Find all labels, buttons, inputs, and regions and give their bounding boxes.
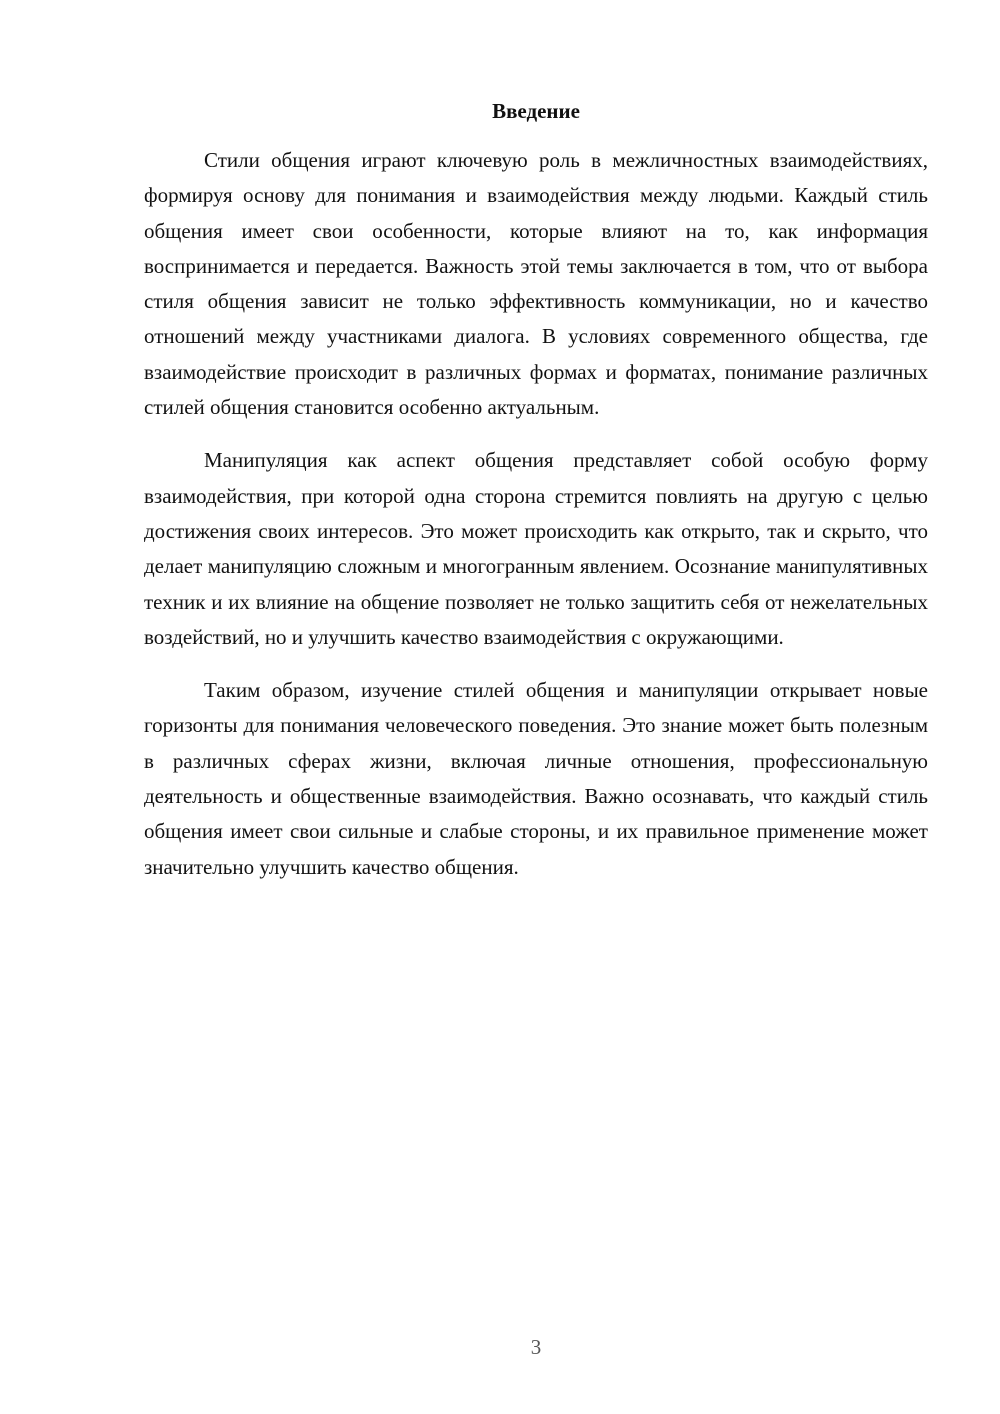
page-title: Введение (492, 99, 580, 123)
page-number: 3 (530, 1335, 542, 1359)
paragraph-intro: Стили общения играют ключевую роль в межличностных взаимодействиях, формируя основу для понимания и взаимодействия между людьми. Каждый стиль общения имеет свои особенности, которые влияют на то, как информация воспринимается и передается. Важность этой темы заключается в том, что от выбора стиля общения зависит не только эффективность коммуникации, но и качество отношений между участниками диалога. В условиях современного общества, где взаимодействие происходит в различных формах и форматах, понимание различных стилей общения становится особенно актуальным. (144, 148, 928, 420)
paragraph-manipulation: Манипуляция как аспект общения представляет собой особую форму взаимодействия, при которой одна сторона стремится повлиять на другую с целью достижения своих интересов. Это может происходить как открыто, так и скрыто, что делает манипуляцию сложным и многогранным явлением. Осознание манипулятивных техник и их влияние на общение позволяет не только защитить себя от нежелательных воздействий, но и улучшить качество взаимодействия с окружающими. (144, 448, 928, 649)
body-text (144, 143, 928, 903)
paragraph-conclusion: Таким образом, изучение стилей общения и манипуляции открывает новые горизонты для понимания человеческого поведения. Это знание может быть полезным в различных сферах жизни, включая личные отношения, профессиональную деятельность и общественные взаимодействия. Важно осознавать, что каждый стиль общения имеет свои сильные и слабые стороны, и их правильное применение может значительно улучшить качество общения. (144, 678, 928, 879)
